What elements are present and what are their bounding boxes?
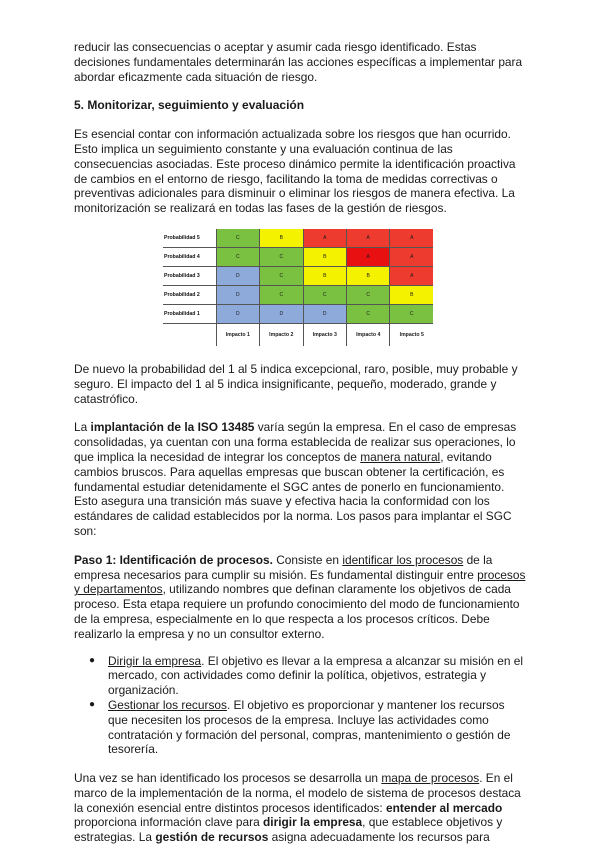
matrix-cell: B bbox=[260, 229, 303, 248]
process-list bbox=[74, 654, 526, 758]
matrix-cell: D bbox=[216, 285, 259, 304]
scale-paragraph: De nuevo la probabilidad del 1 al 5 indica excepcional, raro, posible, muy probable y seguro. El impacto del 1 al 5 indica insignificante, pequeño, moderado, grande y catastrófico. bbox=[74, 361, 518, 406]
link-dirigir-empresa[interactable]: Dirigir la empresa bbox=[108, 653, 202, 668]
row-label: Probabilidad 5 bbox=[164, 234, 200, 241]
risk-matrix-table bbox=[163, 229, 433, 346]
matrix-cell: B bbox=[303, 266, 346, 285]
paso1-title: Paso 1: Identificación de procesos. bbox=[74, 552, 273, 567]
risk-matrix bbox=[163, 229, 433, 342]
matrix-cell: B bbox=[303, 247, 346, 266]
matrix-row bbox=[163, 229, 433, 248]
matrix-cell: D bbox=[260, 304, 303, 323]
column-label: Impacto 4 bbox=[346, 330, 389, 346]
matrix-cell: C bbox=[390, 304, 433, 323]
matrix-row bbox=[163, 266, 433, 285]
link-identificar-procesos[interactable]: identificar los procesos bbox=[342, 552, 464, 567]
iso-bold: implantación de la ISO 13485 bbox=[90, 420, 255, 435]
link-gestionar-recursos[interactable]: Gestionar los recursos bbox=[108, 697, 227, 712]
matrix-cell: C bbox=[216, 229, 259, 248]
bullet-icon: ● bbox=[89, 698, 96, 710]
matrix-cell: B bbox=[390, 285, 433, 304]
column-label: Impacto 1 bbox=[216, 330, 259, 346]
matrix-cell: A bbox=[390, 229, 433, 248]
row-label: Probabilidad 4 bbox=[164, 253, 200, 260]
document-page bbox=[74, 40, 526, 845]
matrix-cell: C bbox=[260, 247, 303, 266]
list-item: ● Gestionar los recursos. El objetivo es proporcionar y mantener los recursos que necesiten los procesos de la empresa. Incluye las actividades como contratación y formación del personal, compras, mantenimiento o gestión de tesorería. bbox=[89, 697, 511, 757]
row-label: Probabilidad 3 bbox=[164, 272, 200, 279]
matrix-cell: D bbox=[303, 304, 346, 323]
column-label: Impacto 2 bbox=[260, 330, 303, 346]
matrix-cell: C bbox=[346, 285, 389, 304]
matrix-cell: D bbox=[216, 304, 259, 323]
monitor-paragraph: Es esencial contar con información actualizada sobre los riesgos que han ocurrido. Esto implica un seguimiento constante y una evaluación continua de las consecuencias asociadas. Este proceso dinámico permite la identificación proactiva de cambios en el entorno de riesgo, facilitando la toma de medidas correctivas o preventivas adicionales para disminuir o eliminar los riesgos de manera efectiva. La monitorización se realizará en todas las fases de la gestión de riesgos. bbox=[74, 127, 516, 216]
matrix-cell: A bbox=[346, 247, 389, 266]
column-label: Impacto 5 bbox=[390, 330, 433, 346]
matrix-cell: A bbox=[303, 229, 346, 248]
intro-paragraph: reducir las consecuencias o aceptar y asumir cada riesgo identificado. Estas decisiones fundamentales determinarán las acciones específicas a implementar para abordar eficazmente cada situación de riesgo. bbox=[74, 40, 523, 84]
matrix-row bbox=[163, 304, 433, 323]
link-manera-natural[interactable]: manera natural bbox=[360, 449, 441, 464]
matrix-cell: C bbox=[260, 285, 303, 304]
row-label: Probabilidad 2 bbox=[164, 291, 200, 298]
matrix-cell: C bbox=[260, 266, 303, 285]
iso-paragraph: La implantación de la ISO 13485 varía según la empresa. En el caso de empresas consolidadas, ya cuentan con una forma establecida de realizar sus operaciones, lo que implica la necesidad de integrar los conceptos de manera natural, evitando cambios bruscos. Para aquellas empresas que buscan obtener la certificación, es fundamental estudiar detenidamente el SGC antes de ponerlo en funcionamiento. Esto asegura una transición más suave y efectiva hacia la conformidad con los estándares de calidad establecidos por la norma. Los pasos para implantar el SGC son: bbox=[74, 420, 517, 538]
bullet-icon: ● bbox=[89, 654, 96, 666]
matrix-row bbox=[163, 247, 433, 266]
paso1-paragraph: Paso 1: Identificación de procesos. Consiste en identificar los procesos de la empresa necesarios para cumplir su misión. Es fundamental distinguir entre procesos y departamentos, utilizando nombres que definan claramente los objetivos de cada proceso. Esta etapa requiere un profundo conocimiento del modo de funcionamiento de la empresa, especialmente en lo que respecta a los procesos críticos. Debe realizarlo la empresa y no un consultor externo. bbox=[74, 552, 526, 641]
matrix-cell: D bbox=[216, 266, 259, 285]
section-heading: 5. Monitorizar, seguimiento y evaluación bbox=[74, 98, 305, 113]
column-label: Impacto 3 bbox=[303, 330, 346, 346]
matrix-cell: B bbox=[346, 266, 389, 285]
row-label: Probabilidad 1 bbox=[164, 310, 200, 317]
matrix-cell: A bbox=[390, 266, 433, 285]
final-paragraph: Una vez se han identificado los procesos se desarrolla un mapa de procesos. En el marco de la implementación de la norma, el modelo de sistema de procesos destaca la conexión esencial entre distintos procesos identificados: entender al mercado proporciona información clave para dirigir la empresa, que establece objetivos y estrategias. La gestión de recursos asigna adecuadamente los recursos para bbox=[74, 771, 521, 845]
matrix-cell: C bbox=[303, 285, 346, 304]
list-item: ● Dirigir la empresa. El objetivo es llevar a la empresa a alcanzar su misión en el mercado, con actividades como definir la política, objetivos, estrategia y organización. bbox=[89, 653, 524, 698]
link-mapa-procesos[interactable]: mapa de procesos bbox=[381, 771, 480, 786]
link-procesos-departamentos[interactable]: procesos y departamentos bbox=[74, 567, 526, 597]
matrix-row bbox=[163, 285, 433, 304]
matrix-cell: A bbox=[346, 229, 389, 248]
column-label-row bbox=[163, 330, 433, 346]
matrix-cell: A bbox=[390, 247, 433, 266]
matrix-cell: C bbox=[216, 247, 259, 266]
matrix-cell: C bbox=[346, 304, 389, 323]
